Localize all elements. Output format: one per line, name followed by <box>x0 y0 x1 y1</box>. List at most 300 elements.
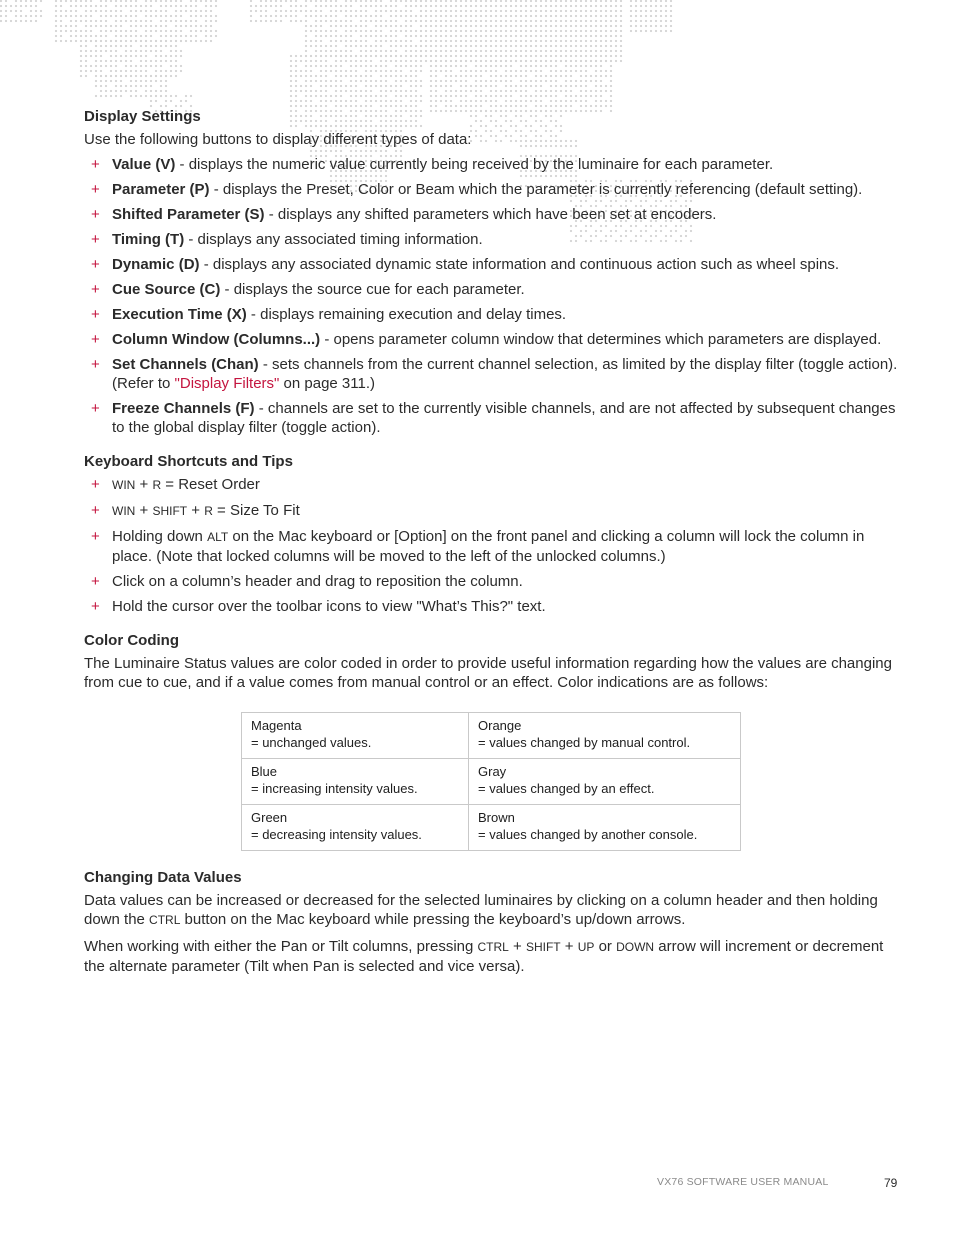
map-dot <box>140 95 142 97</box>
map-dot <box>415 85 417 87</box>
map-dot <box>310 100 312 102</box>
map-dot <box>215 5 217 7</box>
map-dot <box>465 10 467 12</box>
map-dot <box>610 75 612 77</box>
map-dot <box>480 35 482 37</box>
map-dot <box>540 10 542 12</box>
map-dot <box>480 85 482 87</box>
map-dot <box>470 15 472 17</box>
map-dot <box>565 50 567 52</box>
map-dot <box>595 0 597 2</box>
map-dot <box>530 95 532 97</box>
map-dot <box>570 85 572 87</box>
map-dot <box>210 10 212 12</box>
map-dot <box>630 10 632 12</box>
map-dot <box>520 10 522 12</box>
map-dot <box>590 40 592 42</box>
map-dot <box>395 40 397 42</box>
map-dot <box>380 65 382 67</box>
map-dot <box>325 75 327 77</box>
map-dot <box>80 15 82 17</box>
map-dot <box>390 15 392 17</box>
map-dot <box>475 10 477 12</box>
map-dot <box>195 0 197 2</box>
map-dot <box>320 5 322 7</box>
map-dot <box>600 80 602 82</box>
map-dot <box>615 60 617 62</box>
map-dot <box>590 90 592 92</box>
map-dot <box>550 40 552 42</box>
map-dot <box>270 20 272 22</box>
map-dot <box>90 35 92 37</box>
map-dot <box>495 70 497 72</box>
map-dot <box>195 30 197 32</box>
map-dot <box>590 20 592 22</box>
map-dot <box>5 15 7 17</box>
map-dot <box>130 5 132 7</box>
map-dot <box>125 30 127 32</box>
list-item: + WIN + R = Reset Order <box>91 476 260 493</box>
map-dot <box>550 25 552 27</box>
map-dot <box>530 50 532 52</box>
map-dot <box>505 85 507 87</box>
map-dot <box>500 60 502 62</box>
map-dot <box>510 100 512 102</box>
map-dot <box>455 65 457 67</box>
map-dot <box>410 50 412 52</box>
map-dot <box>445 45 447 47</box>
map-dot <box>290 15 292 17</box>
map-dot <box>435 45 437 47</box>
map-dot <box>490 85 492 87</box>
map-dot <box>450 25 452 27</box>
map-dot <box>145 40 147 42</box>
map-dot <box>345 35 347 37</box>
map-dot <box>250 0 252 2</box>
map-dot <box>475 30 477 32</box>
map-dot <box>85 55 87 57</box>
map-dot <box>460 60 462 62</box>
map-dot <box>80 70 82 72</box>
map-dot <box>300 85 302 87</box>
map-dot <box>480 65 482 67</box>
map-dot <box>295 100 297 102</box>
map-dot <box>130 10 132 12</box>
map-dot <box>210 15 212 17</box>
map-dot <box>385 35 387 37</box>
map-dot <box>350 75 352 77</box>
map-dot <box>545 15 547 17</box>
map-dot <box>560 20 562 22</box>
map-dot <box>575 0 577 2</box>
map-dot <box>575 15 577 17</box>
map-dot <box>485 65 487 67</box>
map-dot <box>525 90 527 92</box>
footer-manual-title: VX76 SOFTWARE USER MANUAL <box>657 1176 829 1188</box>
map-dot <box>70 15 72 17</box>
map-dot <box>605 20 607 22</box>
map-dot <box>610 25 612 27</box>
map-dot <box>485 50 487 52</box>
map-dot <box>110 30 112 32</box>
map-dot <box>180 50 182 52</box>
map-dot <box>405 5 407 7</box>
map-dot <box>440 65 442 67</box>
map-dot <box>30 0 32 2</box>
map-dot <box>620 25 622 27</box>
map-dot <box>180 70 182 72</box>
map-dot <box>605 25 607 27</box>
map-dot <box>490 20 492 22</box>
map-dot <box>525 40 527 42</box>
map-dot <box>420 45 422 47</box>
map-dot <box>135 85 137 87</box>
map-dot <box>590 30 592 32</box>
map-dot <box>140 45 142 47</box>
map-dot <box>655 15 657 17</box>
map-dot <box>205 10 207 12</box>
map-dot <box>215 20 217 22</box>
map-dot <box>360 75 362 77</box>
map-dot <box>345 50 347 52</box>
map-dot <box>365 60 367 62</box>
display-filters-link[interactable]: "Display Filters" <box>174 375 280 392</box>
map-dot <box>475 90 477 92</box>
map-dot <box>375 85 377 87</box>
map-dot <box>470 30 472 32</box>
map-dot <box>505 80 507 82</box>
map-dot <box>390 25 392 27</box>
map-dot <box>60 20 62 22</box>
map-dot <box>155 60 157 62</box>
map-dot <box>135 80 137 82</box>
map-dot <box>365 85 367 87</box>
map-dot <box>545 90 547 92</box>
map-dot <box>595 10 597 12</box>
map-dot <box>435 65 437 67</box>
map-dot <box>495 10 497 12</box>
display-settings-intro: Use the following buttons to display different types of data: <box>84 131 472 148</box>
map-dot <box>365 50 367 52</box>
map-dot <box>545 0 547 2</box>
map-dot <box>260 15 262 17</box>
map-dot <box>140 60 142 62</box>
map-dot <box>495 20 497 22</box>
map-dot <box>515 50 517 52</box>
map-dot <box>525 100 527 102</box>
map-dot <box>665 15 667 17</box>
map-dot <box>295 90 297 92</box>
map-dot <box>355 60 357 62</box>
map-dot <box>265 5 267 7</box>
map-dot <box>435 75 437 77</box>
map-dot <box>490 0 492 2</box>
map-dot <box>630 25 632 27</box>
map-dot <box>425 60 427 62</box>
map-dot <box>565 95 567 97</box>
map-dot <box>510 5 512 7</box>
map-dot <box>560 25 562 27</box>
map-dot <box>335 80 337 82</box>
map-dot <box>115 60 117 62</box>
map-dot <box>280 5 282 7</box>
map-dot <box>455 60 457 62</box>
map-dot <box>450 70 452 72</box>
map-dot <box>540 45 542 47</box>
map-dot <box>550 65 552 67</box>
map-dot <box>505 60 507 62</box>
table-cell: Brown = values changed by another console. <box>469 805 741 851</box>
map-dot <box>440 50 442 52</box>
map-dot <box>495 85 497 87</box>
table-row <box>242 713 741 759</box>
map-dot <box>85 15 87 17</box>
list-item: + Freeze Channels (F) - channels are set to the currently visible channels, and are not affected by subsequent changes to the global display filter (toggle action). <box>91 400 896 436</box>
map-dot <box>575 20 577 22</box>
map-dot <box>560 90 562 92</box>
map-dot <box>155 40 157 42</box>
map-dot <box>650 0 652 2</box>
map-dot <box>395 15 397 17</box>
map-dot <box>505 75 507 77</box>
map-dot <box>335 60 337 62</box>
map-dot <box>510 85 512 87</box>
map-dot <box>540 85 542 87</box>
map-dot <box>165 15 167 17</box>
map-dot <box>595 5 597 7</box>
map-dot <box>345 60 347 62</box>
map-dot <box>525 35 527 37</box>
map-dot <box>615 40 617 42</box>
map-dot <box>610 95 612 97</box>
map-dot <box>530 85 532 87</box>
map-dot <box>195 20 197 22</box>
map-dot <box>540 75 542 77</box>
map-dot <box>15 0 17 2</box>
map-dot <box>370 95 372 97</box>
map-dot <box>495 0 497 2</box>
map-dot <box>480 25 482 27</box>
map-dot <box>460 40 462 42</box>
map-dot <box>645 30 647 32</box>
map-dot <box>475 0 477 2</box>
map-dot <box>430 20 432 22</box>
map-dot <box>320 45 322 47</box>
map-dot <box>20 20 22 22</box>
map-dot <box>410 80 412 82</box>
map-dot <box>580 45 582 47</box>
map-dot <box>620 55 622 57</box>
map-dot <box>325 35 327 37</box>
map-dot <box>575 55 577 57</box>
map-dot <box>305 70 307 72</box>
map-dot <box>85 70 87 72</box>
map-dot <box>395 60 397 62</box>
map-dot <box>325 55 327 57</box>
map-dot <box>505 90 507 92</box>
map-dot <box>440 85 442 87</box>
map-dot <box>540 95 542 97</box>
list-item: + Hold the cursor over the toolbar icons to view "What’s This?" text. <box>91 598 546 615</box>
map-dot <box>210 25 212 27</box>
map-dot <box>430 100 432 102</box>
map-dot <box>350 25 352 27</box>
map-dot <box>510 0 512 2</box>
map-dot <box>380 70 382 72</box>
map-dot <box>265 10 267 12</box>
map-dot <box>40 15 42 17</box>
map-dot <box>315 90 317 92</box>
map-dot <box>295 65 297 67</box>
map-dot <box>0 20 2 22</box>
map-dot <box>475 40 477 42</box>
map-dot <box>415 65 417 67</box>
map-dot <box>390 10 392 12</box>
map-dot <box>515 15 517 17</box>
map-dot <box>160 30 162 32</box>
map-dot <box>615 50 617 52</box>
map-dot <box>290 95 292 97</box>
map-dot <box>420 95 422 97</box>
map-dot <box>525 15 527 17</box>
map-dot <box>445 60 447 62</box>
map-dot <box>600 35 602 37</box>
plus-bullet-icon: + <box>91 476 100 493</box>
map-dot <box>350 10 352 12</box>
map-dot <box>400 30 402 32</box>
map-dot <box>180 25 182 27</box>
map-dot <box>485 95 487 97</box>
map-dot <box>85 30 87 32</box>
map-dot <box>670 5 672 7</box>
map-dot <box>290 80 292 82</box>
map-dot <box>535 55 537 57</box>
map-dot <box>340 5 342 7</box>
map-dot <box>550 10 552 12</box>
map-dot <box>605 5 607 7</box>
map-dot <box>165 80 167 82</box>
map-dot <box>550 5 552 7</box>
list-item: + Dynamic (D) - displays any associated dynamic state information and continuous action such as wheel spins. <box>91 256 840 273</box>
map-dot <box>540 15 542 17</box>
map-dot <box>365 70 367 72</box>
map-dot <box>35 15 37 17</box>
map-dot <box>400 40 402 42</box>
map-dot <box>385 40 387 42</box>
map-dot <box>310 40 312 42</box>
map-dot <box>480 0 482 2</box>
map-dot <box>335 55 337 57</box>
map-dot <box>515 100 517 102</box>
map-dot <box>145 0 147 2</box>
map-dot <box>320 90 322 92</box>
map-dot <box>555 30 557 32</box>
map-dot <box>380 90 382 92</box>
map-dot <box>305 85 307 87</box>
map-dot <box>505 55 507 57</box>
map-dot <box>380 5 382 7</box>
map-dot <box>130 80 132 82</box>
map-dot <box>435 100 437 102</box>
map-dot <box>80 5 82 7</box>
map-dot <box>450 35 452 37</box>
map-dot <box>485 25 487 27</box>
map-dot <box>345 20 347 22</box>
map-dot <box>365 40 367 42</box>
map-dot <box>355 100 357 102</box>
map-dot <box>660 20 662 22</box>
map-dot <box>405 15 407 17</box>
map-dot <box>340 50 342 52</box>
map-dot <box>475 50 477 52</box>
map-dot <box>530 70 532 72</box>
map-dot <box>665 30 667 32</box>
map-dot <box>620 20 622 22</box>
map-dot <box>485 30 487 32</box>
map-dot <box>100 60 102 62</box>
map-dot <box>490 45 492 47</box>
map-dot <box>90 70 92 72</box>
map-dot <box>290 60 292 62</box>
map-dot <box>535 60 537 62</box>
map-dot <box>605 90 607 92</box>
map-dot <box>560 85 562 87</box>
map-dot <box>35 0 37 2</box>
map-dot <box>560 30 562 32</box>
map-dot <box>410 0 412 2</box>
map-dot <box>445 80 447 82</box>
map-dot <box>120 70 122 72</box>
map-dot <box>345 40 347 42</box>
map-dot <box>540 55 542 57</box>
map-dot <box>450 90 452 92</box>
map-dot <box>325 70 327 72</box>
map-dot <box>370 45 372 47</box>
map-dot <box>100 75 102 77</box>
map-dot <box>475 60 477 62</box>
map-dot <box>370 5 372 7</box>
map-dot <box>405 10 407 12</box>
map-dot <box>60 30 62 32</box>
map-dot <box>580 80 582 82</box>
map-dot <box>540 60 542 62</box>
map-dot <box>600 50 602 52</box>
map-dot <box>530 25 532 27</box>
map-dot <box>365 30 367 32</box>
map-dot <box>365 65 367 67</box>
map-dot <box>300 100 302 102</box>
map-dot <box>90 0 92 2</box>
map-dot <box>400 65 402 67</box>
map-dot <box>585 30 587 32</box>
map-dot <box>415 0 417 2</box>
map-dot <box>660 25 662 27</box>
map-dot <box>210 0 212 2</box>
map-dot <box>135 20 137 22</box>
map-dot <box>490 90 492 92</box>
map-dot <box>165 55 167 57</box>
map-dot <box>55 5 57 7</box>
map-dot <box>275 15 277 17</box>
map-dot <box>450 40 452 42</box>
map-dot <box>445 50 447 52</box>
map-dot <box>535 80 537 82</box>
map-dot <box>565 10 567 12</box>
map-dot <box>280 15 282 17</box>
map-dot <box>530 0 532 2</box>
map-dot <box>460 85 462 87</box>
map-dot <box>485 60 487 62</box>
